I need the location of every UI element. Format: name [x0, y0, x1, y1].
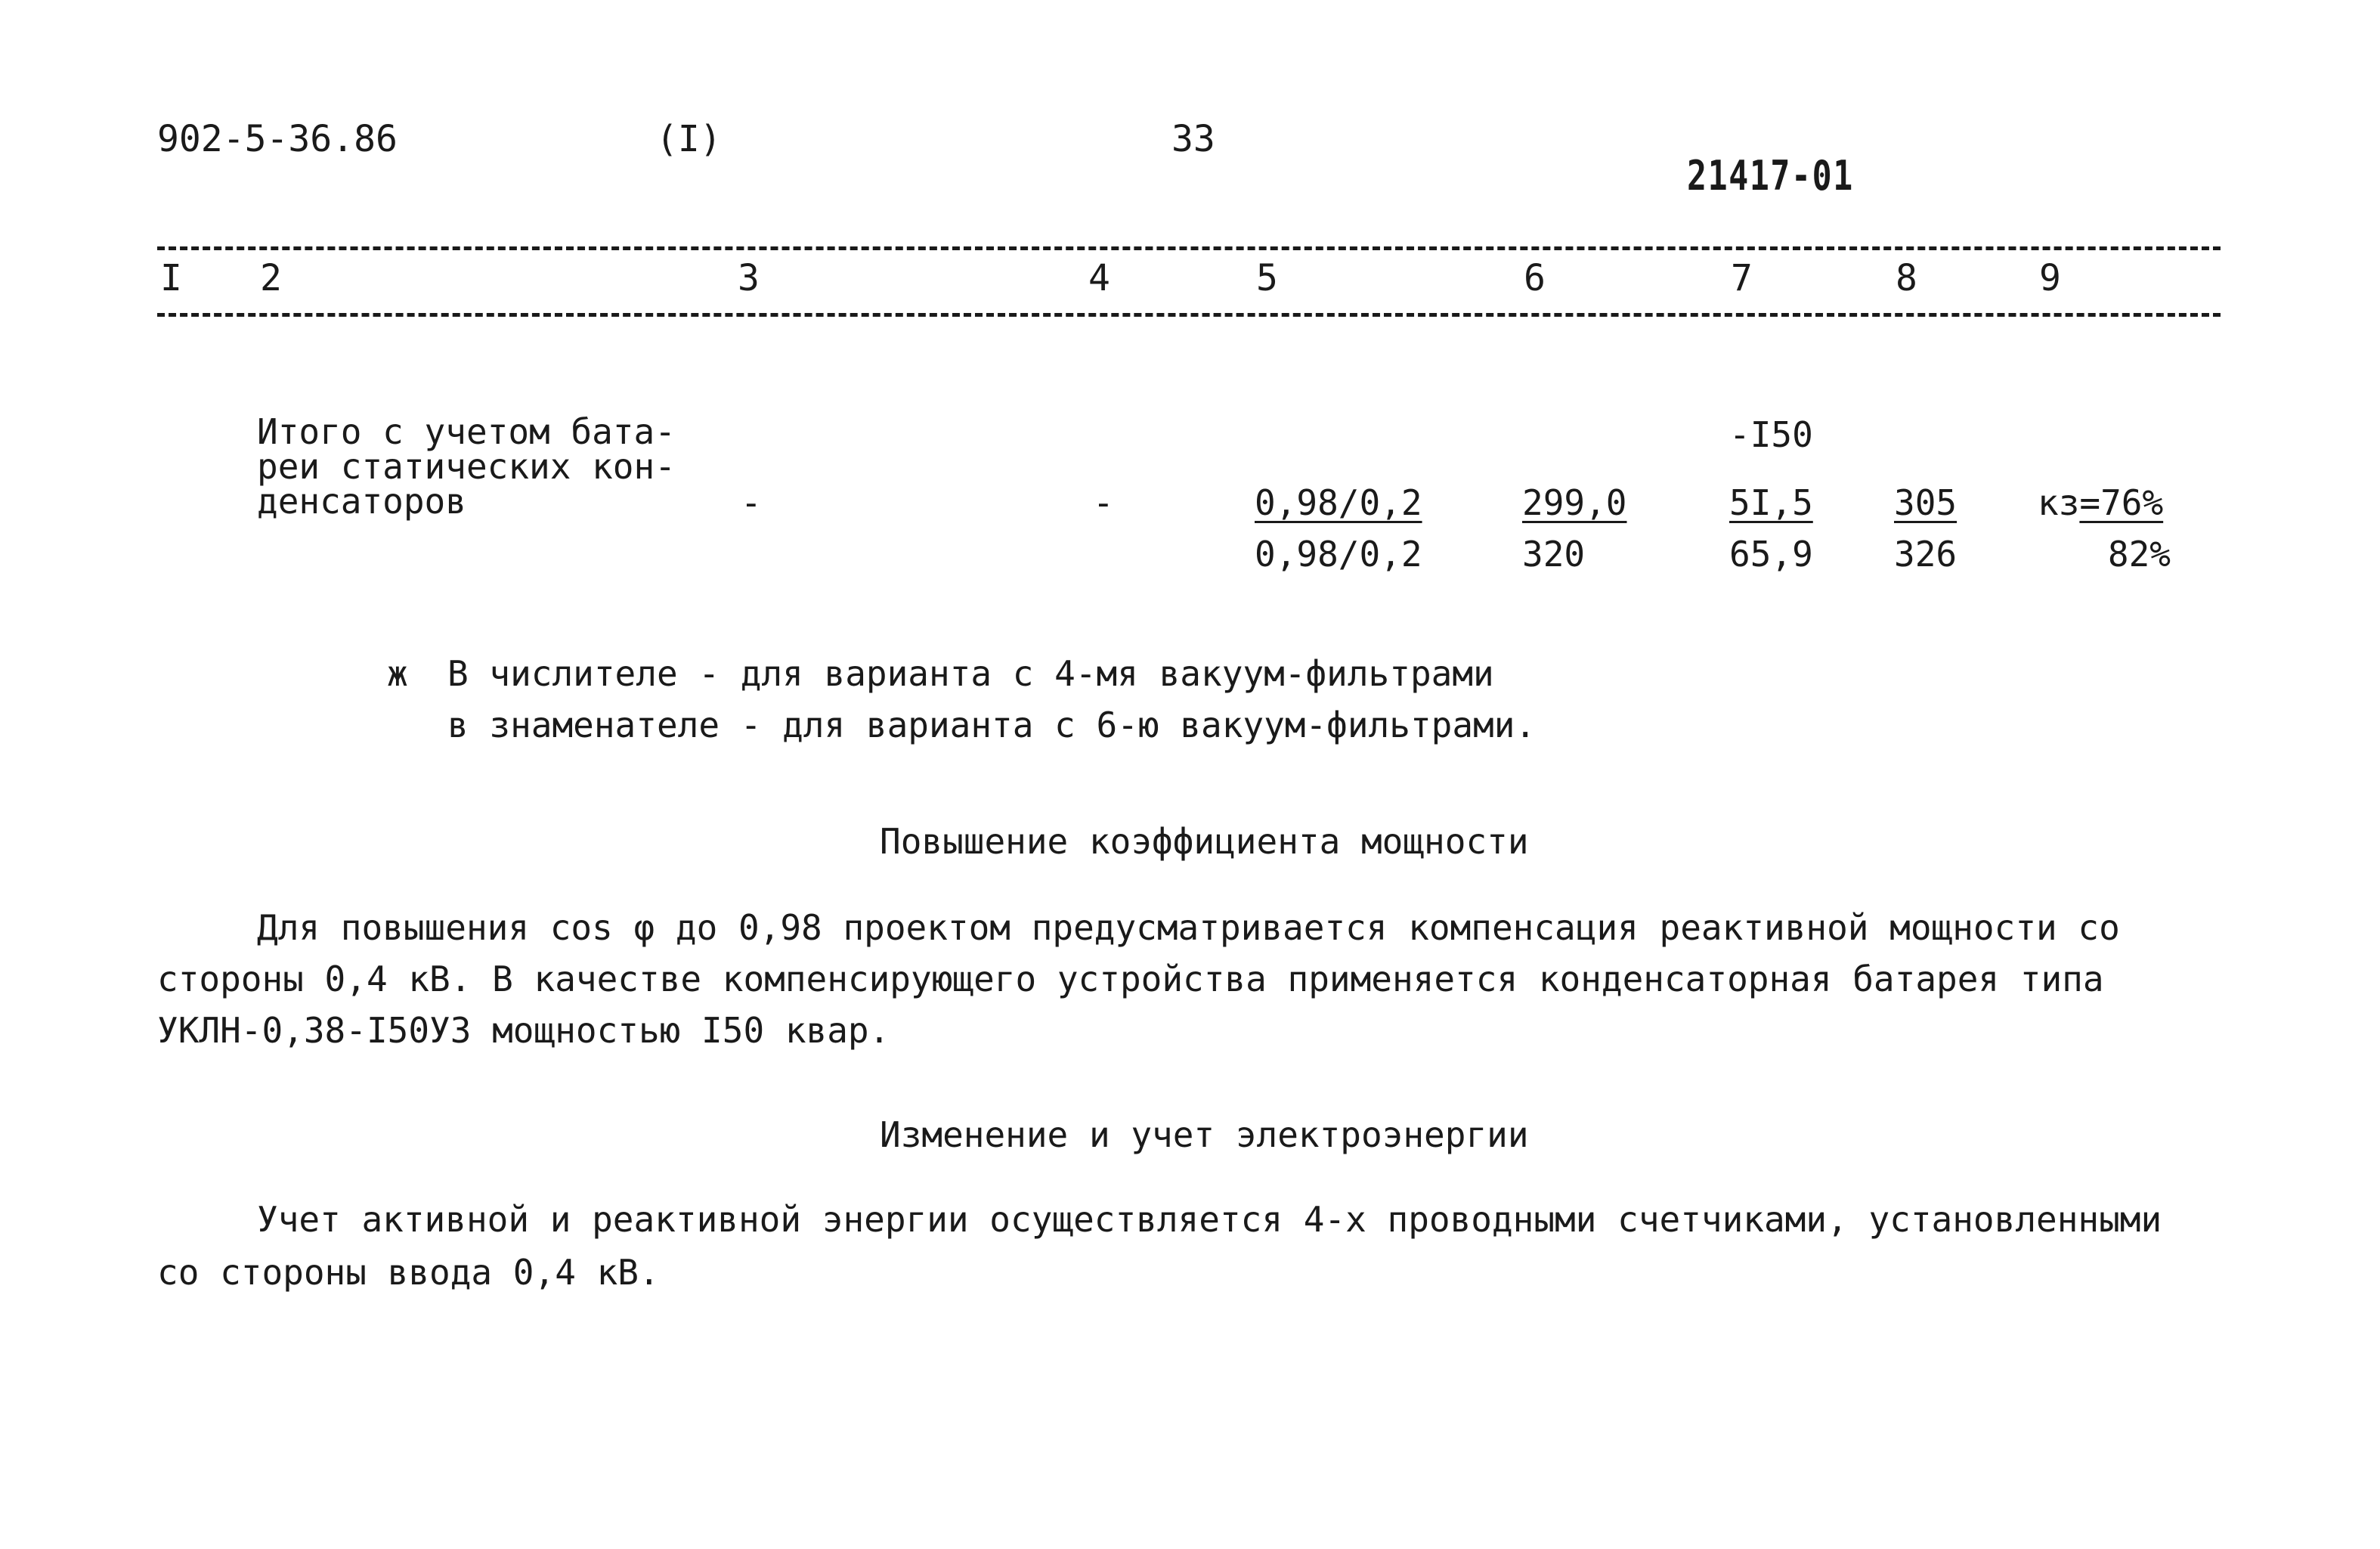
- page-number: 33: [1171, 118, 1215, 160]
- cell-col4: -: [1093, 482, 1114, 523]
- row-label-line-3: денсаторов: [257, 481, 466, 522]
- row-label-line-2: реи статических кон-: [257, 446, 676, 487]
- row-label-line-1: Итого с учетом бата-: [257, 411, 676, 452]
- column-header-9: 9: [2039, 257, 2061, 299]
- cell-col5-denominator: 0,98/0,2: [1255, 534, 1422, 575]
- cell-col6-numerator: 299,0: [1522, 482, 1627, 523]
- column-header-2: 2: [260, 257, 282, 299]
- cell-col9-value: =76%: [2079, 482, 2164, 523]
- column-header-8: 8: [1896, 257, 1917, 299]
- table-header-rule: [157, 313, 2221, 317]
- column-header-7: 7: [1731, 257, 1753, 299]
- cell-col9-numerator: [2038, 482, 2164, 523]
- album-number: (I): [656, 118, 722, 160]
- column-header-6: 6: [1524, 257, 1546, 299]
- section-title-metering: Изменение и учет электроэнергии: [880, 1114, 1529, 1155]
- footnote-line-2: в знаменателе - для варианта с 6-ю вакуум-фильтрами.: [447, 705, 1537, 745]
- table-top-rule: [157, 246, 2221, 250]
- column-header-3: 3: [738, 257, 760, 299]
- cell-col3: -: [741, 482, 762, 523]
- footnote-line-1: В числителе - для варианта с 4-мя вакуум-фильтрами: [447, 653, 1494, 694]
- paragraph-line: Для повышения cos φ до 0,98 проектом предусматривается компенсация реактивной мощности со: [257, 907, 2120, 948]
- cell-col8-numerator: 305: [1894, 482, 1958, 523]
- cell-col7-numerator: 5I,5: [1729, 482, 1813, 523]
- inventory-stamp: 21417-01: [1687, 152, 1854, 200]
- cell-col9-prefix: кз: [2038, 482, 2080, 523]
- cell-col5-numerator: 0,98/0,2: [1255, 482, 1422, 523]
- document-code: 902-5-36.86: [157, 118, 398, 160]
- column-header-5: 5: [1256, 257, 1278, 299]
- paragraph-line: Учет активной и реактивной энергии осуществляется 4-х проводными счетчиками, установленными: [257, 1199, 2162, 1240]
- cell-col8-denominator: 326: [1894, 534, 1958, 575]
- paragraph-line: со стороны ввода 0,4 кВ.: [157, 1252, 660, 1293]
- cell-col6-denominator: 320: [1522, 534, 1586, 575]
- paragraph-line: УКЛН-0,38-I50У3 мощностью I50 квар.: [157, 1010, 890, 1051]
- column-header-4: 4: [1088, 257, 1110, 299]
- cell-col9-denominator: 82%: [2107, 534, 2171, 575]
- cell-col7-denominator: 65,9: [1729, 534, 1813, 575]
- footnote-marker: ж: [387, 653, 408, 694]
- column-header-1: I: [160, 257, 182, 299]
- paragraph-line: стороны 0,4 кВ. В качестве компенсирующего устройства применяется конденсаторная батарея типа: [157, 959, 2104, 999]
- cell-col7-above: -I50: [1729, 414, 1813, 455]
- section-title-power-factor: Повышение коэффициента мощности: [880, 821, 1529, 862]
